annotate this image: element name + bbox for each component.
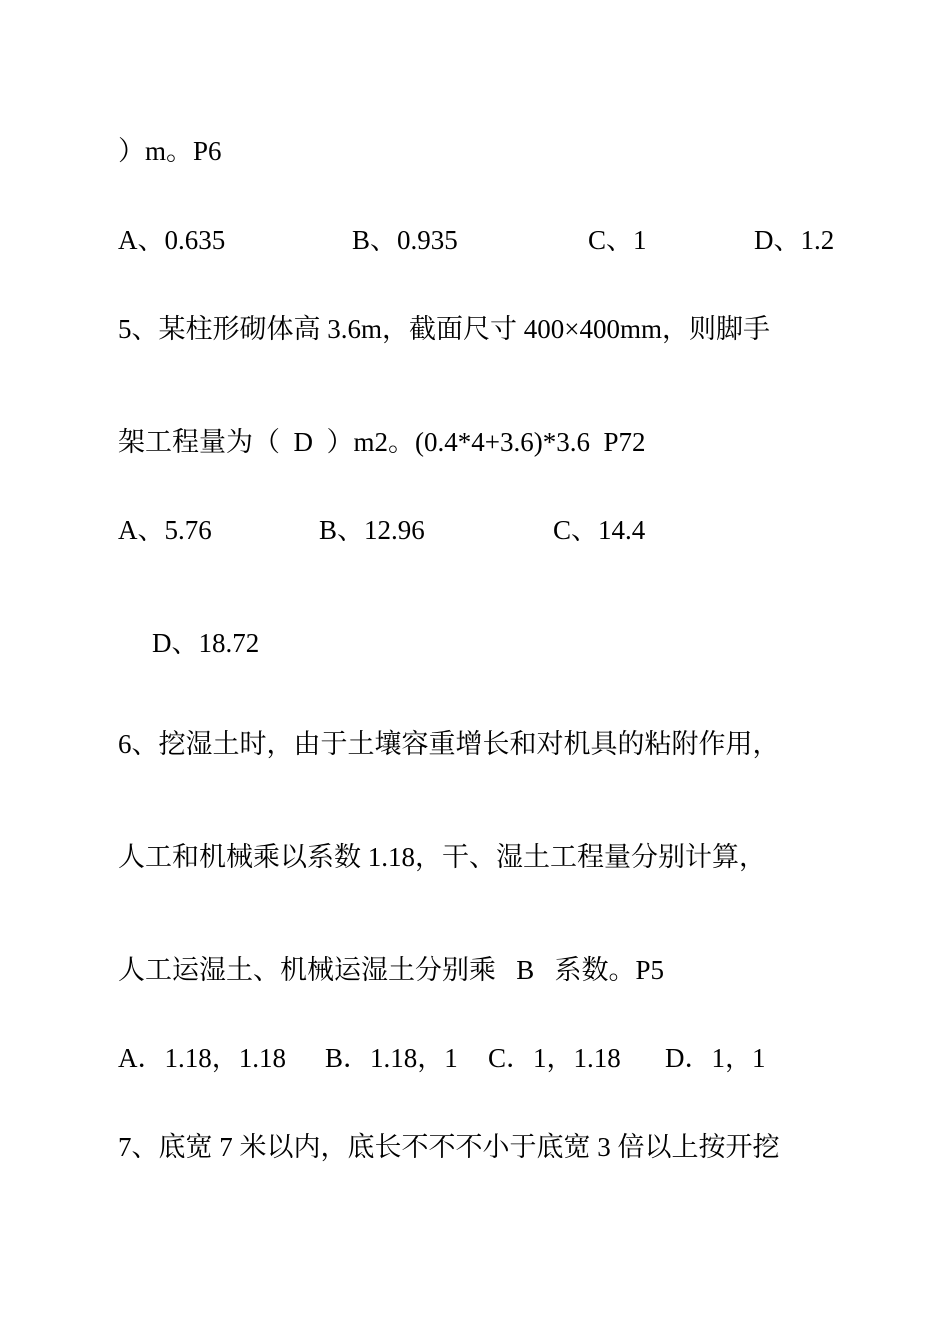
q6-stem-line2: 人工和机械乘以系数 1.18，干、湿土工程量分别计算， (118, 842, 766, 872)
q6-option-d: D．1，1 (665, 1043, 766, 1073)
q5-option-c: C、14.4 (553, 515, 646, 545)
q5-stem-line1: 5、某柱形砌体高 3.6m，截面尺寸 400×400mm，则脚手 (118, 314, 770, 344)
q4-option-b: B、0.935 (352, 225, 458, 255)
q5-option-d: D、18.72 (152, 628, 260, 658)
q6-stem-line1: 6、挖湿土时，由于土壤容重增长和对机具的粘附作用， (118, 729, 780, 759)
q4-tail-text: ）m。P6 (118, 136, 222, 166)
q4-option-d: D、1.2 (754, 225, 835, 255)
q5-option-a: A、5.76 (118, 515, 212, 545)
q6-option-b: B．1.18，1 (325, 1043, 458, 1073)
q5-stem-line2: 架工程量为（ D ）m2。(0.4*4+3.6)*3.6 P72 (118, 427, 646, 457)
q7-stem-line1: 7、底宽 7 米以内，底长不不不小于底宽 3 倍以上按开挖 (118, 1132, 780, 1162)
q6-stem-line3: 人工运湿土、机械运湿土分别乘 B 系数。P5 (118, 955, 665, 985)
q6-option-a: A．1.18，1.18 (118, 1043, 286, 1073)
q4-option-c: C、1 (588, 225, 647, 255)
q4-option-a: A、0.635 (118, 225, 226, 255)
q5-option-b: B、12.96 (319, 515, 425, 545)
q6-option-c: C．1，1.18 (488, 1043, 621, 1073)
